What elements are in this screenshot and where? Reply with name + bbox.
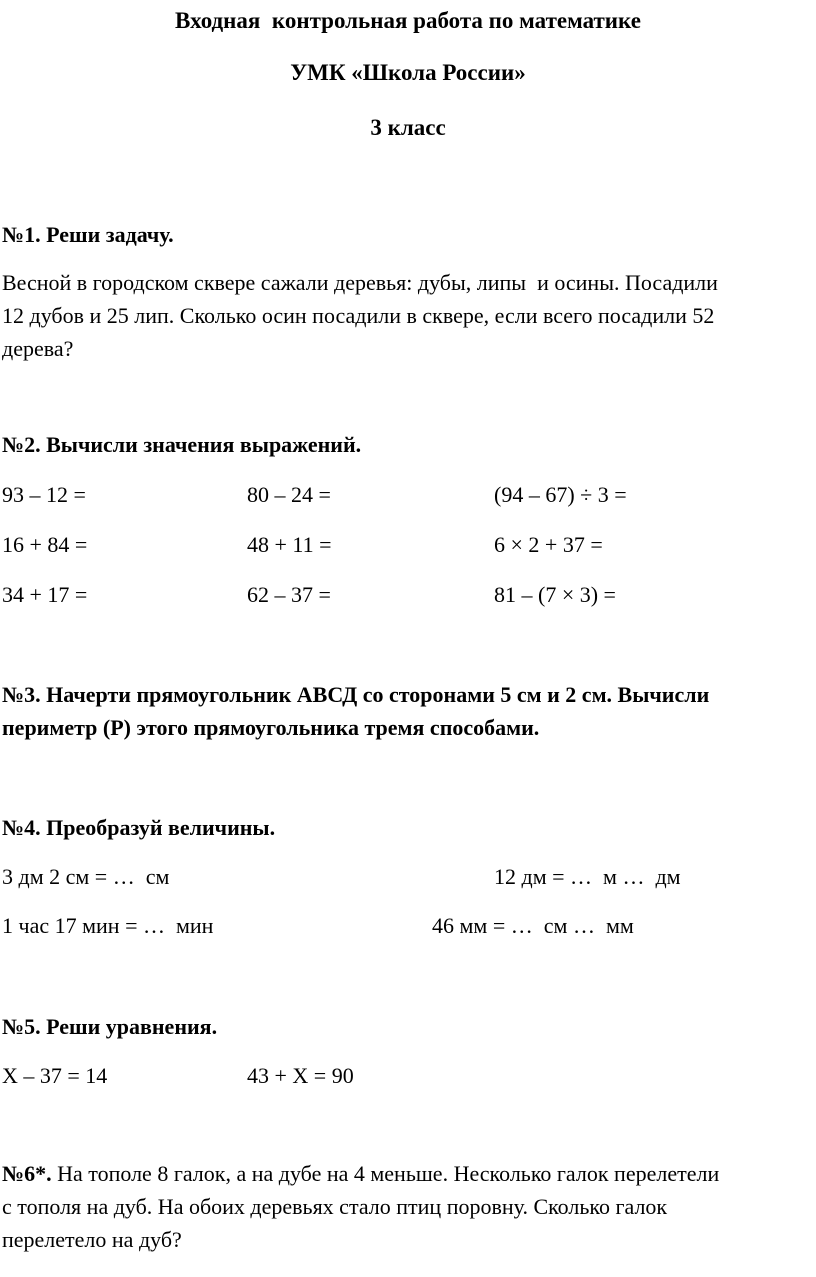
expression: 93 – 12 = [2, 482, 86, 507]
expression: (94 – 67) ÷ 3 = [494, 482, 627, 507]
task6-number: №6*. [2, 1161, 52, 1186]
task1-text-line1: Весной в городском сквере сажали деревья: дубы, липы и осины. Посадили [2, 270, 718, 295]
expression: 34 + 17 = [2, 582, 88, 607]
task1-text-line3: дерева? [2, 336, 74, 361]
task5-heading: №5. Реши уравнения. [2, 1014, 218, 1039]
expression: 6 × 2 + 37 = [494, 532, 603, 557]
task2-heading: №2. Вычисли значения выражений. [2, 432, 362, 457]
equation: Х – 37 = 14 [2, 1063, 108, 1088]
expression: 81 – (7 × 3) = [494, 582, 616, 607]
document-grade: 3 класс [370, 115, 446, 140]
task4-heading: №4. Преобразуй величины. [2, 815, 276, 840]
expression: 16 + 84 = [2, 532, 88, 557]
task6-text-line3: перелетело на дуб? [2, 1227, 182, 1252]
task6-text-line1-rest: На тополе 8 галок, а на дубе на 4 меньше. Несколько галок перелетели [51, 1161, 720, 1186]
document-title: Входная контрольная работа по математике [175, 8, 641, 33]
task1-heading: №1. Реши задачу. [2, 222, 174, 247]
conversion-item: 3 дм 2 см = … см [2, 864, 170, 889]
conversion-item: 12 дм = … м … дм [494, 864, 681, 889]
conversion-item: 46 мм = … см … мм [432, 913, 634, 938]
task3-heading-line2: периметр (Р) этого прямоугольника тремя способами. [2, 715, 540, 740]
task6-text-line2: с тополя на дуб. На обоих деревьях стало птиц поровну. Сколько галок [2, 1194, 668, 1219]
document-subtitle: УМК «Школа России» [290, 60, 526, 85]
task6-text-line1 [2, 1163, 719, 1185]
conversion-item: 1 час 17 мин = … мин [2, 913, 214, 938]
equation: 43 + Х = 90 [247, 1063, 354, 1088]
expression: 62 – 37 = [247, 582, 331, 607]
expression: 48 + 11 = [247, 532, 332, 557]
task1-text-line2: 12 дубов и 25 лип. Сколько осин посадили в сквере, если всего посадили 52 [2, 303, 715, 328]
task3-heading-line1: №3. Начерти прямоугольник АВСД со сторонами 5 см и 2 см. Вычисли [2, 682, 710, 707]
expression: 80 – 24 = [247, 482, 331, 507]
